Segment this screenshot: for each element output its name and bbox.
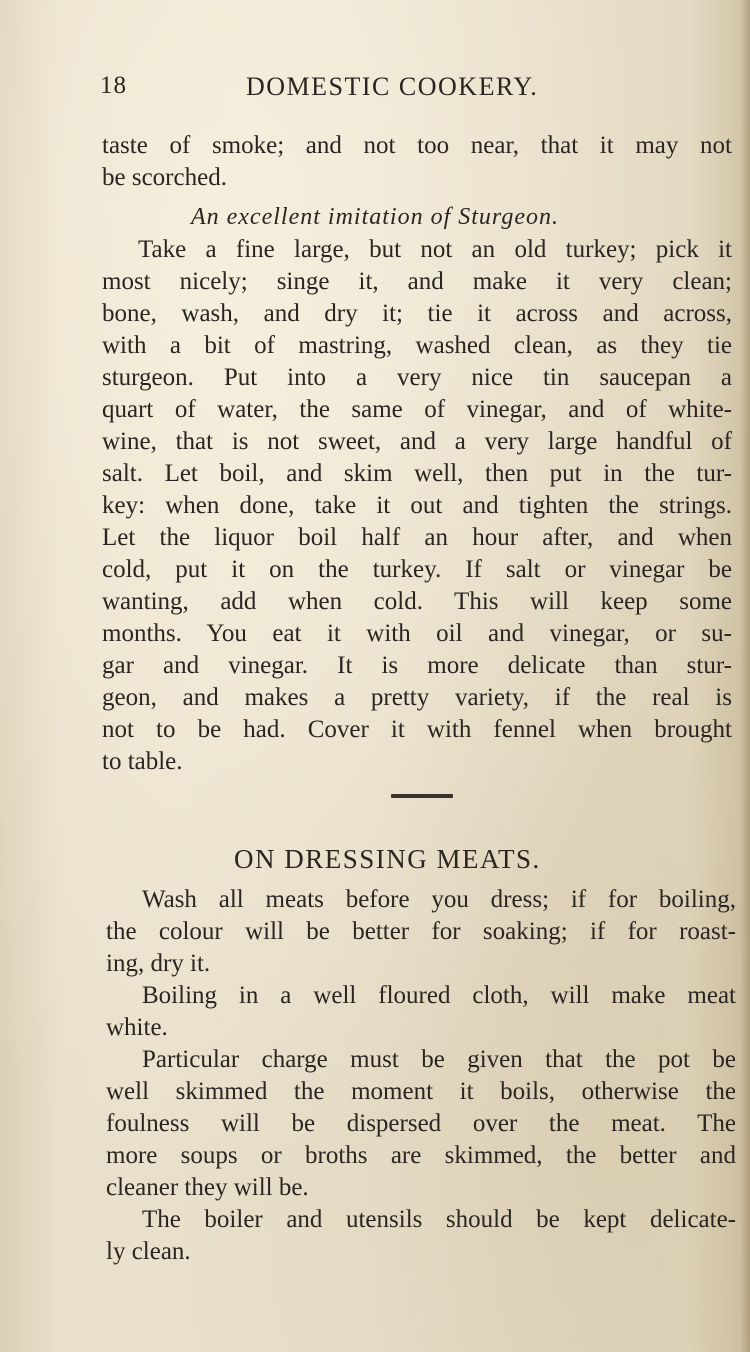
text-line: Wash all meats before you dress; if for boiling,	[142, 886, 736, 913]
text-line: more soups or broths are skimmed, the better and	[106, 1142, 736, 1169]
text-line: foulness will be dispersed over the meat. The	[106, 1110, 736, 1137]
text-line: cleaner they will be.	[106, 1174, 309, 1201]
text-line: Take a fine large, but not an old turkey; pick it	[138, 236, 732, 263]
text-line: wanting, add when cold. This will keep some	[102, 588, 732, 615]
text-line: sturgeon. Put into a very nice tin saucepan a	[102, 364, 732, 391]
text-line: taste of smoke; and not too near, that it may not	[102, 132, 732, 159]
text-line: the colour will be better for soaking; if for roast-	[106, 918, 736, 945]
running-title: DOMESTIC COOKERY.	[246, 72, 539, 101]
page-number: 18	[100, 72, 127, 99]
text-line: ly clean.	[106, 1238, 191, 1265]
text-line: gar and vinegar. It is more delicate than stur-	[102, 652, 732, 679]
text-line: geon, and makes a pretty variety, if the real is	[102, 684, 732, 711]
text-line: quart of water, the same of vinegar, and of white-	[102, 396, 732, 423]
text-line: bone, wash, and dry it; tie it across and across,	[102, 300, 732, 327]
section-heading: ON DRESSING MEATS.	[234, 844, 541, 874]
running-head	[100, 72, 690, 106]
text-line: Let the liquor boil half an hour after, and when	[102, 524, 732, 551]
text-line: salt. Let boil, and skim well, then put in the tur-	[102, 460, 732, 487]
text-line: be scorched.	[102, 164, 227, 191]
recipe-paragraph	[102, 234, 732, 778]
text-line: white.	[106, 1014, 168, 1041]
text-line: months. You eat it with oil and vinegar, or su-	[102, 620, 732, 647]
text-line: key: when done, take it out and tighten the strings.	[102, 492, 732, 519]
text-line: to table.	[102, 748, 183, 775]
text-line: The boiler and utensils should be kept delicate-	[142, 1206, 736, 1233]
text-line: Boiling in a well floured cloth, will make meat	[142, 982, 736, 1009]
text-line: wine, that is not sweet, and a very large handful of	[102, 428, 732, 455]
text-line: ing, dry it.	[106, 950, 211, 977]
text-line: not to be had. Cover it with fennel when brought	[102, 716, 732, 743]
recipe-title: An excellent imitation of Sturgeon.	[190, 204, 560, 230]
continuation-paragraph	[102, 130, 732, 194]
section-body	[106, 884, 736, 1268]
text-line: cold, put it on the turkey. If salt or vinegar be	[102, 556, 732, 583]
text-line: well skimmed the moment it boils, otherwise the	[106, 1078, 736, 1105]
text-line: Particular charge must be given that the pot be	[142, 1046, 736, 1073]
text-line: most nicely; singe it, and make it very clean;	[102, 268, 732, 295]
text-line: with a bit of mastring, washed clean, as they tie	[102, 332, 732, 359]
section-divider-rule	[391, 794, 453, 798]
